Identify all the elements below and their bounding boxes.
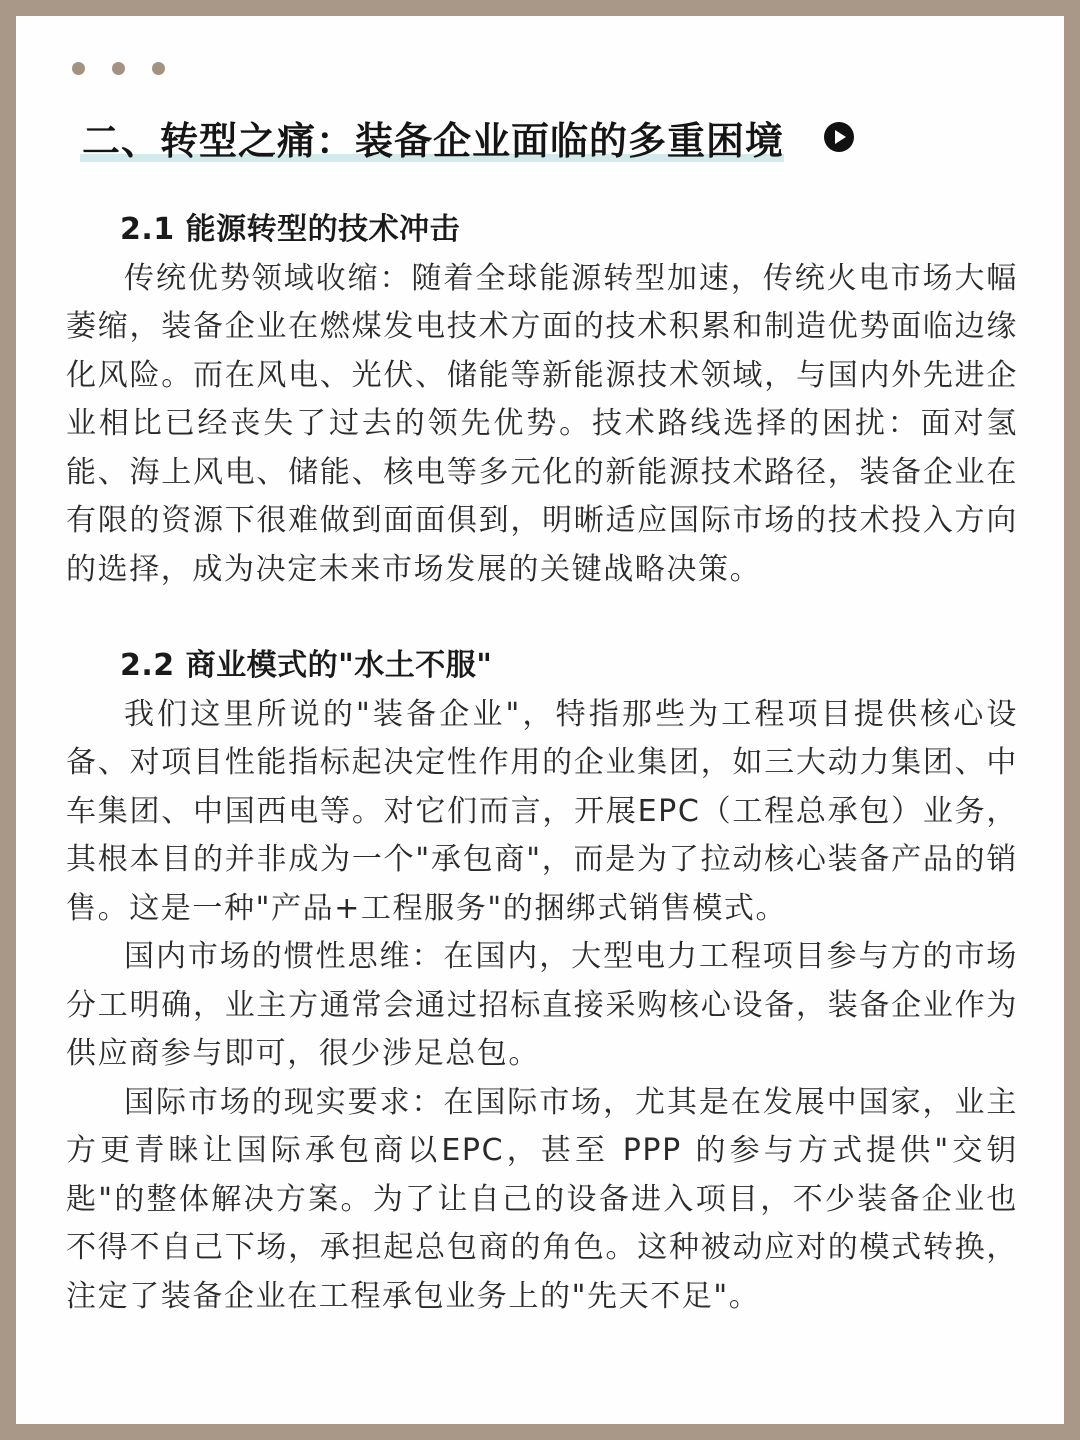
paragraph: 传统优势领域收缩：随着全球能源转型加速，传统火电市场大幅萎缩，装备企业在燃煤发电技术方面的技术积累和制造优势面临边缘化风险。而在风电、光伏、储能等新能源技术领域，与国内外先进企业相比已经丧失了过去的领先优势。技术路线选择的困扰：面对氢能、海上风电、储能、核电等多元化的新能源技术路径，装备企业在有限的资源下很难做到面面俱到，明晰适应国际市场的技术投入方向的选择，成为决定未来市场发展的关键战略决策。 bbox=[66, 260, 1018, 587]
section-heading: 2.2 商业模式的"水土不服" bbox=[120, 648, 493, 683]
page-title: 二、转型之痛：装备企业面临的多重困境 bbox=[82, 119, 785, 163]
play-circle-icon bbox=[824, 122, 854, 152]
article-body bbox=[66, 206, 1018, 1321]
section-heading: 2.1 能源转型的技术冲击 bbox=[120, 212, 461, 247]
dot-icon bbox=[152, 62, 165, 75]
paragraph: 国际市场的现实要求：在国际市场，尤其是在发展中国家，业主方更青睐让国际承包商以EPC，甚至 PPP 的参与方式提供"交钥匙"的整体解决方案。为了让自己的设备进入项目，不少装备企业也不得不自己下场，承担起总包商的角色。这种被动应对的模式转换，注定了装备企业在工程承包业务上的"先天不足"。 bbox=[66, 1084, 1018, 1314]
dot-icon bbox=[72, 62, 85, 75]
dot-icon bbox=[112, 62, 125, 75]
paragraph: 我们这里所说的"装备企业"，特指那些为工程项目提供核心设备、对项目性能指标起决定性作用的企业集团，如三大动力集团、中车集团、中国西电等。对它们而言，开展EPC（工程总承包）业务，其根本目的并非成为一个"承包商"，而是为了拉动核心装备产品的销售。这是一种"产品+工程服务"的捆绑式销售模式。 bbox=[66, 696, 1018, 926]
content-card bbox=[16, 16, 1064, 1424]
paragraph: 国内市场的惯性思维：在国内，大型电力工程项目参与方的市场分工明确，业主方通常会通过招标直接采购核心设备，装备企业作为供应商参与即可，很少涉足总包。 bbox=[66, 939, 1018, 1071]
